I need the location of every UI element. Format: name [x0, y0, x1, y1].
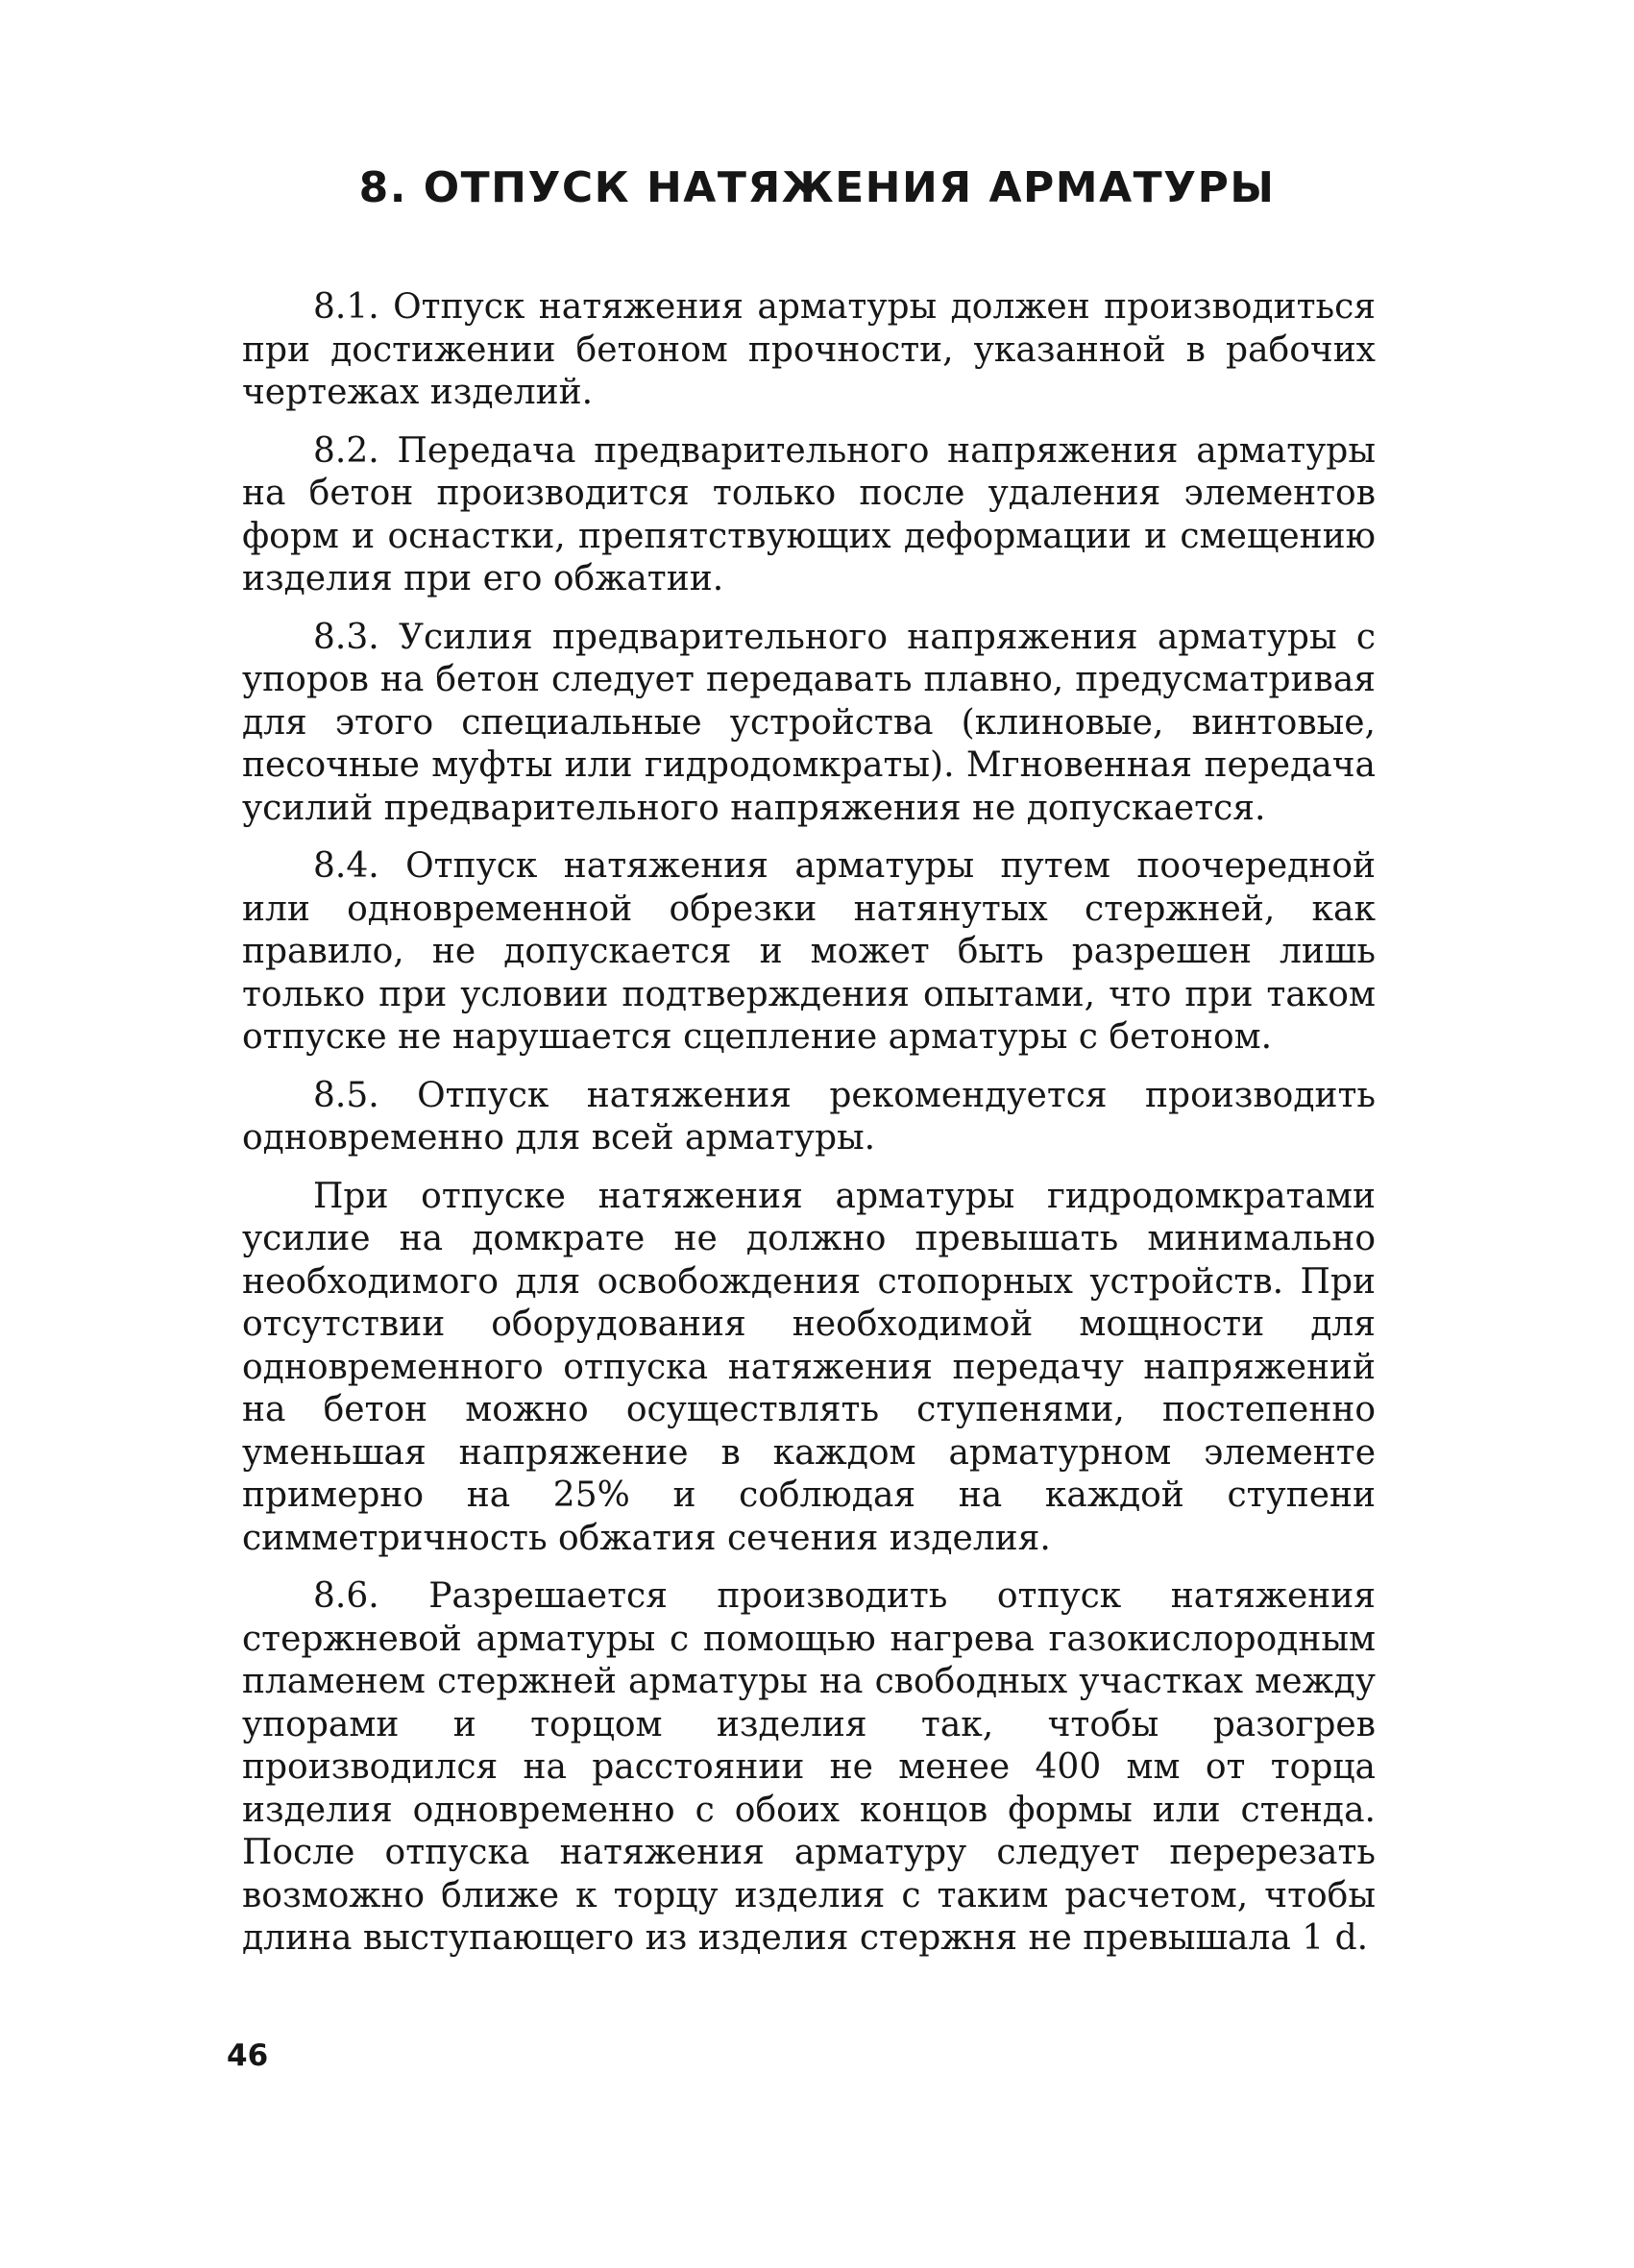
paragraph-8-5-continued — [242, 1176, 1376, 1561]
section-body — [242, 286, 1376, 1976]
paragraph-text: Разрешается производить отпуск натяжения стержневой арматуры с помощью нагрева газокислородным пламенем стержней арматуры на свободных участках между упорами и торцом изделия так, чтобы разогрев производился на расстоянии не менее 400 мм от торца изделия одновременно с обоих концов формы или стенда. После отпуска натяжения арматуру следует перерезать возможно ближе к торцу изделия с таким расчетом, чтобы длина выступающего из изделия стержня не превышала 1 d. — [242, 1576, 1376, 1958]
paragraph-text: При отпуске натяжения арматуры гидродомкратами усилие на домкрате не должно превышать минимально необходимого для освобождения стопорных устройств. При отсутствии оборудования необходимой мощности для одновременного отпуска натяжения передачу напряжений на бетон можно осуществлять ступенями, постепенно уменьшая напряжение в каждом арматурном элементе примерно на 25% и соблюдая на каждой ступени симметричность обжатия сечения изделия. — [242, 1176, 1376, 1558]
paragraph-number: 8.1. — [313, 287, 379, 327]
paragraph-text: Передача предварительного напряжения арматуры на бетон производится только после удаления элементов форм и оснастки, препятствующих деформации и смещению изделия при его обжатии. — [242, 430, 1376, 598]
paragraph-8-5 — [242, 1075, 1376, 1160]
paragraph-text: Отпуск натяжения арматуры должен производиться при достижении бетоном прочности, указанной в рабочих чертежах изделий. — [242, 287, 1376, 412]
paragraph-text: Отпуск натяжения рекомендуется производить одновременно для всей арматуры. — [242, 1075, 1376, 1158]
paragraph-number: 8.3. — [313, 617, 379, 657]
paragraph-8-1 — [242, 286, 1376, 415]
paragraph-8-4 — [242, 845, 1376, 1060]
section-title: 8. ОТПУСК НАТЯЖЕНИЯ АРМАТУРЫ — [358, 163, 1276, 212]
paragraph-text: Усилия предварительного напряжения арматуры с упоров на бетон следует передавать плавно, предусматривая для этого специальные устройства (клиновые, винтовые, песочные муфты или гидродомкраты). Мгновенная передача усилий предварительного напряжения не допускается. — [242, 617, 1376, 828]
paragraph-number: 8.6. — [313, 1576, 379, 1616]
paragraph-number: 8.5. — [313, 1075, 379, 1115]
paragraph-8-6 — [242, 1575, 1376, 1961]
paragraph-8-3 — [242, 617, 1376, 831]
page-number: 46 — [227, 2038, 269, 2073]
paragraph-number: 8.4. — [313, 846, 379, 886]
paragraph-number: 8.2. — [313, 430, 379, 471]
paragraph-text: Отпуск натяжения арматуры путем поочередной или одновременной обрезки натянутых стержней, как правило, не допускается и может быть разрешен лишь только при условии подтверждения опытами, что при таком отпуске не нарушается сцепление арматуры с бетоном. — [242, 846, 1376, 1057]
paragraph-8-2 — [242, 430, 1376, 601]
